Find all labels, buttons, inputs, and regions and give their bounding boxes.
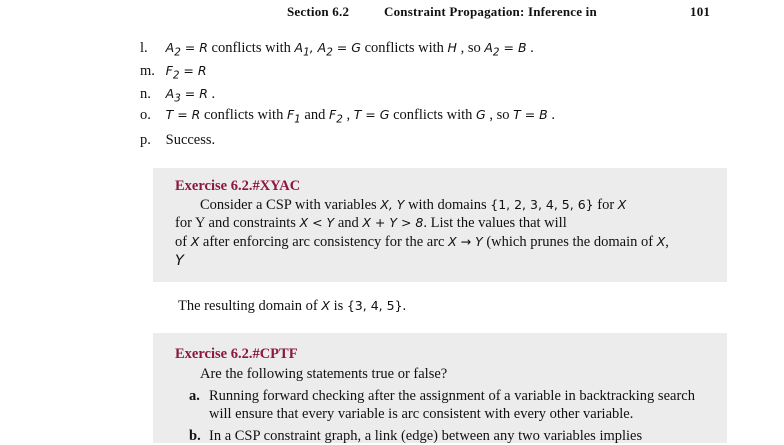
item-text: ,: [346, 107, 354, 123]
exercise-line: a. Running forward checking after the assignment of a variable in backtracking search: [189, 388, 695, 404]
item-text: conflicts with: [393, 107, 477, 123]
item-label: l.: [140, 40, 148, 56]
running-title: Constraint Propagation: Inference in: [384, 4, 597, 19]
exercise-box: [153, 333, 727, 443]
item-text: conflicts with: [364, 40, 448, 56]
exercise-line: will ensure that every variable is arc consistent with every other variable.: [209, 406, 634, 422]
exercise-line: Y: [175, 253, 184, 269]
math: $F_1$: [286, 107, 301, 126]
math: $A_1$, $A_2 = G$: [294, 40, 361, 59]
item-text: .: [211, 86, 216, 102]
item-text: and: [304, 107, 329, 123]
math: $A_2 = B$: [484, 40, 527, 59]
list-item: [140, 63, 207, 82]
math: T = G: [353, 107, 390, 122]
item-label: p.: [140, 132, 151, 148]
page-number: 101: [690, 4, 711, 19]
math: T = B: [513, 107, 548, 122]
math: $A_3 = R$: [165, 86, 208, 105]
item-text: conflicts with: [211, 40, 295, 56]
exercise-intro: Are the following statements true or false?: [200, 366, 448, 382]
math: $F_2$: [328, 107, 343, 126]
item-label: o.: [140, 107, 151, 123]
item-text: , so: [460, 40, 485, 56]
answer-line: The resulting domain of X is {3, 4, 5}.: [178, 298, 407, 314]
exercise-line: of X after enforcing arc consistency for the arc X → Y (which prunes the domain of X,: [175, 234, 669, 250]
math: $A_2 = R$: [165, 40, 208, 59]
exercise-line: for Y and constraints X < Y and X + Y > 8. List the values that will: [175, 215, 567, 231]
item-label: m.: [140, 63, 155, 79]
item-text: .: [530, 40, 534, 56]
exercise-title: Exercise 6.2.#XYAC: [175, 178, 301, 194]
list-item: [140, 132, 215, 149]
math: G: [476, 107, 486, 122]
list-item: [140, 107, 555, 126]
item-text: , so: [489, 107, 514, 123]
section-label: Section 6.2: [287, 4, 350, 19]
math: T = R: [165, 107, 201, 122]
math: $F_2 = R$: [165, 63, 207, 82]
list-item: [140, 86, 215, 105]
list-item: [140, 40, 534, 59]
item-label: n.: [140, 86, 151, 102]
exercise-box: [153, 168, 727, 282]
exercise-line: Consider a CSP with variables X, Y with domains {1, 2, 3, 4, 5, 6} for X: [200, 197, 627, 213]
exercise-title: Exercise 6.2.#CPTF: [175, 346, 298, 362]
item-text: conflicts with: [204, 107, 287, 123]
item-text: .: [551, 107, 556, 123]
item-text: Success.: [165, 132, 216, 148]
math: H: [447, 40, 457, 55]
exercise-line: b. In a CSP constraint graph, a link (edge) between any two variables implies: [189, 428, 643, 444]
